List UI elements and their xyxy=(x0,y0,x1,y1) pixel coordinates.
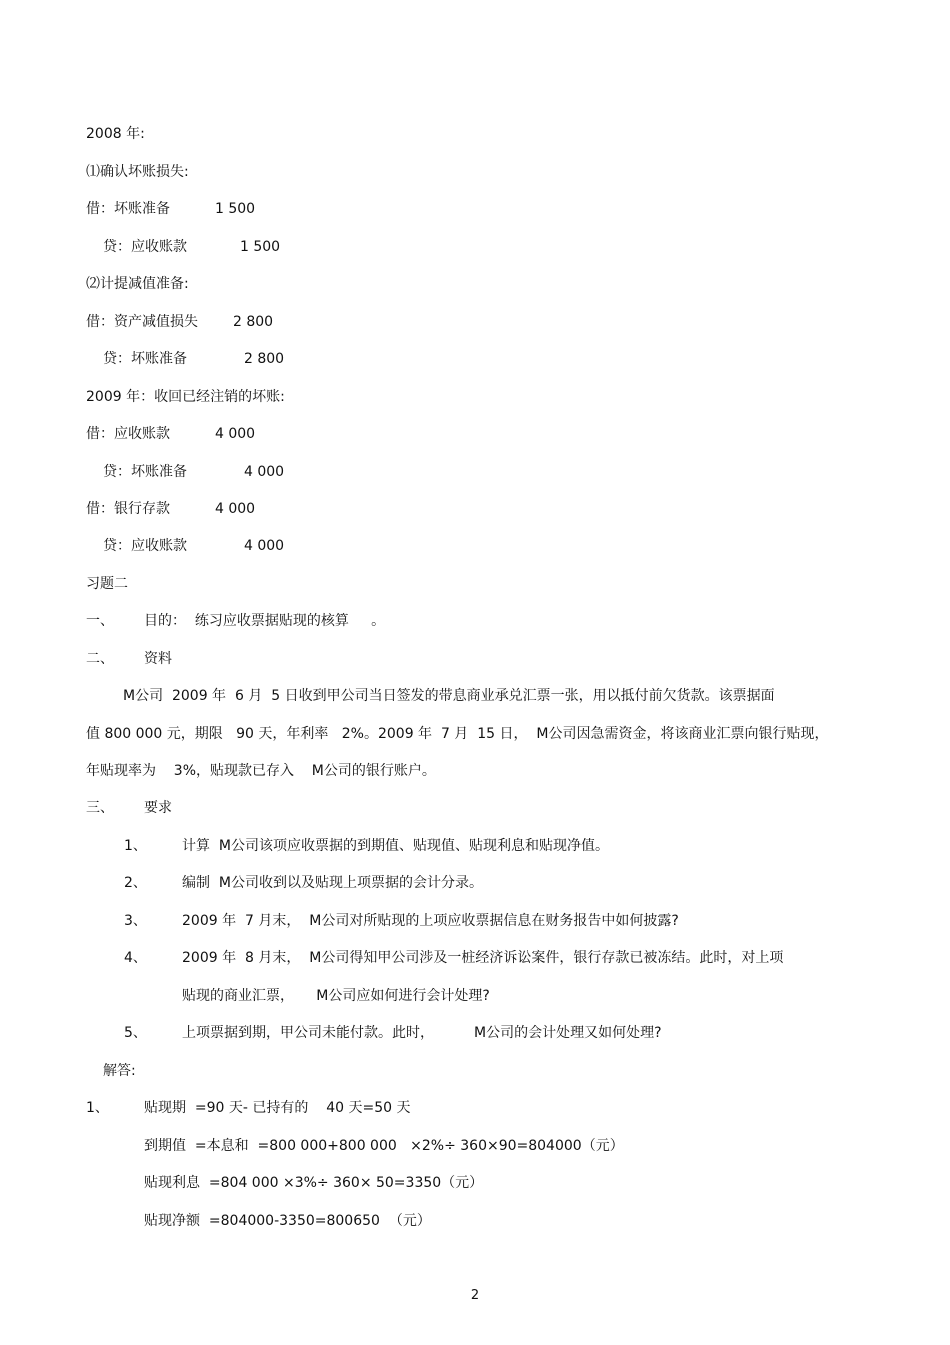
entry1-credit-amount: 1 500 xyxy=(240,239,281,255)
answer-label: 解答: xyxy=(103,1063,136,1079)
answer-line-discount-interest: 贴现利息 =804 000 ×3%÷ 360× 50=3350（元） xyxy=(144,1175,484,1191)
purpose-number: 一、 xyxy=(86,613,114,629)
requirement-4-continuation: 贴现的商业汇票， M公司应如何进行会计处理? xyxy=(182,988,490,1004)
entry2-credit-amount: 2 800 xyxy=(244,351,285,367)
page-number: 2 xyxy=(470,1288,480,1303)
requirement-5-number: 5、 xyxy=(124,1025,147,1041)
requirement-1-number: 1、 xyxy=(124,838,147,854)
requirement-2-text: 编制 M公司收到以及贴现上项票据的会计分录。 xyxy=(182,875,483,891)
step1-label: ⑴确认坏账损失: xyxy=(86,164,189,180)
material-paragraph-line3: 年贴现率为 3%，贴现款已存入 M公司的银行账户。 xyxy=(86,763,436,779)
material-number: 二、 xyxy=(86,651,114,667)
answer-line-net-proceeds: 贴现净额 =804000-3350=800650 （元） xyxy=(144,1213,431,1229)
requirement-5-text: 上项票据到期，甲公司未能付款。此时， M公司的会计处理又如何处理? xyxy=(182,1025,662,1041)
requirements-number: 三、 xyxy=(86,800,114,816)
entry3-credit-text: 贷：坏账准备 xyxy=(103,464,187,480)
answer-line-maturity-value: 到期值 =本息和 =800 000+800 000 ×2%÷ 360×90=804000（元） xyxy=(144,1138,624,1154)
exercise-title: 习题二 xyxy=(86,576,128,592)
entry3-debit-text: 借：应收账款 xyxy=(86,426,170,442)
entry3-debit-amount: 4 000 xyxy=(215,426,256,442)
requirement-4-text: 2009 年 8 月末， M公司得知甲公司涉及一桩经济诉讼案件，银行存款已被冻结。此时，对上项 xyxy=(182,950,784,966)
heading-2009: 2009 年：收回已经注销的坏账: xyxy=(86,389,285,405)
entry2-credit-text: 贷：坏账准备 xyxy=(103,351,187,367)
step2-label: ⑵计提减值准备: xyxy=(86,276,189,292)
answer-1-number: 1、 xyxy=(86,1100,109,1116)
entry4-credit-amount: 4 000 xyxy=(244,538,285,554)
entry2-debit-text: 借：资产减值损失 xyxy=(86,314,198,330)
entry4-credit-text: 贷：应收账款 xyxy=(103,538,187,554)
answer-line-discount-period: 贴现期 =90 天- 已持有的 40 天=50 天 xyxy=(144,1100,411,1116)
requirement-3-text: 2009 年 7 月末， M公司对所贴现的上项应收票据信息在财务报告中如何披露? xyxy=(182,913,679,929)
entry1-credit-text: 贷：应收账款 xyxy=(103,239,187,255)
requirement-2-number: 2、 xyxy=(124,875,147,891)
requirement-1-text: 计算 M公司该项应收票据的到期值、贴现值、贴现利息和贴现净值。 xyxy=(182,838,609,854)
material-text: 资料 xyxy=(144,651,172,667)
entry1-debit-amount: 1 500 xyxy=(215,201,256,217)
purpose-text: 目的： 练习应收票据贴现的核算 。 xyxy=(144,613,386,629)
entry1-debit-text: 借：坏账准备 xyxy=(86,201,170,217)
requirements-text: 要求 xyxy=(144,800,172,816)
requirement-3-number: 3、 xyxy=(124,913,147,929)
material-paragraph-line2: 值 800 000 元，期限 90 天，年利率 2%。2009 年 7 月 15 日， M公司因急需资金，将该商业汇票向银行贴现， xyxy=(86,726,829,742)
entry2-debit-amount: 2 800 xyxy=(233,314,274,330)
requirement-4-number: 4、 xyxy=(124,950,147,966)
material-paragraph-line1: M公司 2009 年 6 月 5 日收到甲公司当日签发的带息商业承兑汇票一张，用以抵付前欠货款。该票据面 xyxy=(123,688,775,704)
heading-2008: 2008 年: xyxy=(86,126,145,142)
entry3-credit-amount: 4 000 xyxy=(244,464,285,480)
entry4-debit-amount: 4 000 xyxy=(215,501,256,517)
entry4-debit-text: 借：银行存款 xyxy=(86,501,170,517)
